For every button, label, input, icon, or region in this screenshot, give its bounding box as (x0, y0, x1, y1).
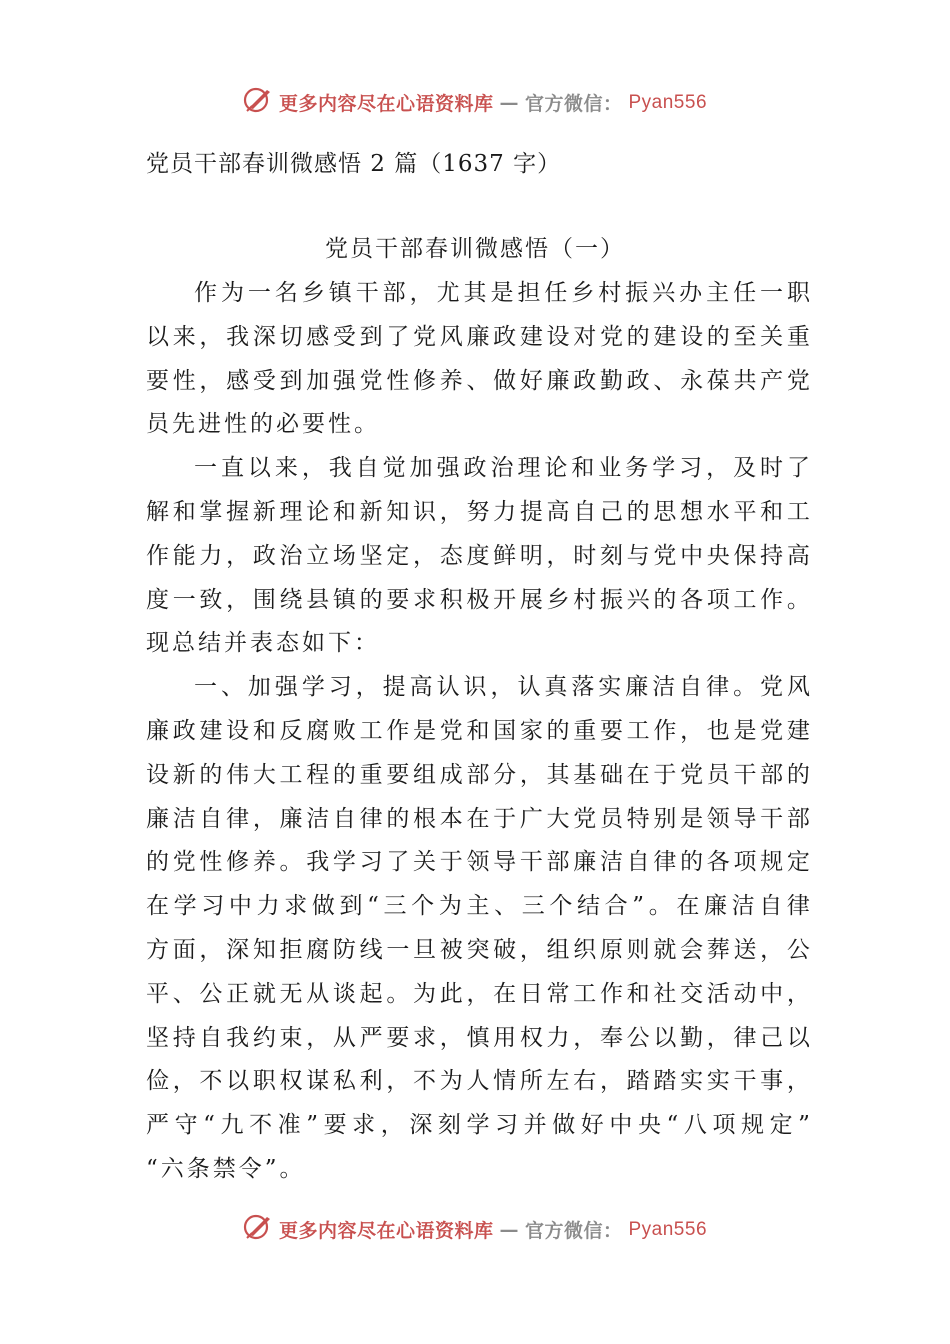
body-line: 设 新 的 伟 大 工 程 的 重 要 组 成 部 分 ， 其 基 础 在 于 党 员 干 部 的 (146, 761, 810, 788)
body-line: 廉 政 建 设 和 反 腐 败 工 作 是 党 和 国 家 的 重 要 工 作 ， 也 是 党 建 (146, 717, 810, 744)
watermark-wechat-id: Pyan556 (628, 1218, 708, 1240)
watermark-bottom (0, 1213, 950, 1246)
body-line: 作 能 力 ， 政 治 立 场 坚 定 ， 态 度 鲜 明 ， 时 刻 与 党 中 央 保 持 高 (146, 542, 810, 569)
body-line: 员先进性的必要性。 (146, 411, 380, 438)
body-line: 的 党 性 修 养 。 我 学 习 了 关 于 领 导 干 部 廉 洁 自 律 的 各 项 规 定 (146, 849, 810, 876)
watermark-text: 更多内容尽在心语资料库 (278, 93, 494, 115)
body-line: 严 守 “ 九 不 准 ” 要 求 ， 深 刻 学 习 并 做 好 中 央 “ 八 项 规 定 ” (146, 1112, 810, 1139)
document-title: 党员干部春训微感悟 2 篇（1637 字） (146, 151, 562, 177)
body-line: 要 性 ， 感 受 到 加 强 党 性 修 养 、 做 好 廉 政 勤 政 、 永 葆 共 产 党 (146, 367, 810, 394)
body-line: 平 、 公 正 就 无 从 谈 起 。 为 此 ， 在 日 常 工 作 和 社 交 活 动 中 ， (146, 980, 810, 1007)
body-line: 以 来 ， 我 深 切 感 受 到 了 党 风 廉 政 建 设 对 党 的 建 设 的 至 关 重 (146, 323, 810, 350)
watermark-dash: — (499, 91, 519, 114)
watermark-wechat-label: 官方微信： (524, 1220, 623, 1242)
quill-logo-icon (243, 1213, 273, 1246)
body-line: 廉 洁 自 律 ， 廉 洁 自 律 的 根 本 在 于 广 大 党 员 特 别 是 领 导 干 部 (146, 805, 810, 832)
section-title: 党员干部春训微感悟（一） (325, 236, 625, 262)
body-line: 在 学 习 中 力 求 做 到 “ 三 个 为 主 、 三 个 结 合 ” 。 在 廉 洁 自 律 (146, 893, 810, 920)
body-line: 度 一 致 ， 围 绕 县 镇 的 要 求 积 极 开 展 乡 村 振 兴 的 各 项 工 作 。 (146, 586, 810, 613)
body-line: 作 为 一 名 乡 镇 干 部 ， 尤 其 是 担 任 乡 村 振 兴 办 主 任 一 职 (194, 280, 810, 306)
watermark-top (0, 86, 950, 119)
body-line: 坚 持 自 我 约 束 ， 从 严 要 求 ， 慎 用 权 力 ， 奉 公 以 勤 ， 律 己 以 (146, 1024, 810, 1051)
body-line: 俭 ， 不 以 职 权 谋 私 利 ， 不 为 人 情 所 左 右 ， 踏 踏 实 实 干 事 ， (146, 1068, 810, 1095)
body-line: 一 直 以 来 ， 我 自 觉 加 强 政 治 理 论 和 业 务 学 习 ， 及 时 了 (194, 455, 810, 482)
body-line: “六条禁令”。 (146, 1155, 306, 1182)
watermark-wechat-id: Pyan556 (628, 91, 708, 113)
document-body (146, 272, 810, 1192)
body-line: 一 、 加 强 学 习 ， 提 高 认 识 ， 认 真 落 实 廉 洁 自 律 。 党 风 (194, 674, 810, 701)
watermark-wechat-label: 官方微信： (524, 93, 623, 115)
body-line: 现总结并表态如下： (146, 630, 380, 657)
body-line: 解 和 掌 握 新 理 论 和 新 知 识 ， 努 力 提 高 自 己 的 思 想 水 平 和 工 (146, 498, 810, 525)
body-line: 方 面 ， 深 知 拒 腐 防 线 一 旦 被 突 破 ， 组 织 原 则 就 会 葬 送 ， 公 (146, 936, 810, 963)
watermark-dash: — (499, 1218, 519, 1241)
watermark-text: 更多内容尽在心语资料库 (278, 1220, 494, 1242)
quill-logo-icon (243, 86, 273, 119)
